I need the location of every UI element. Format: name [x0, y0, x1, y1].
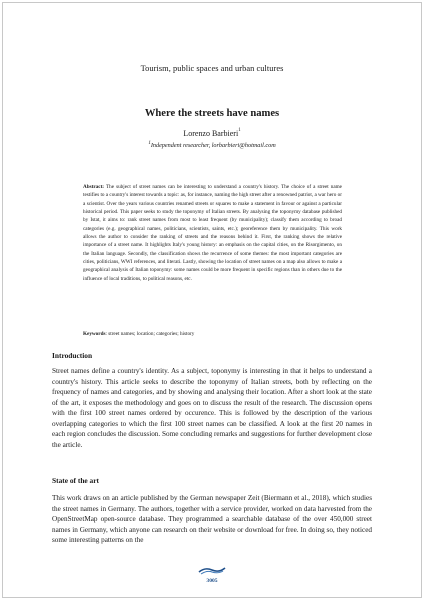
author-superscript: 1 — [238, 128, 241, 133]
state-of-the-art-paragraph: This work draws on an article published by the German newspaper Zeit (Biermann et al., 2018), which studies the street names in Germany. The authors, together with a service provider, worked on data harvested from the OpenStreetMap open-source database. They programmed a searchable database of the over 450,000 street names in Germany, which anyone can research on their website or download for free. In doing so, they noticed some interesting patterns on the — [52, 494, 372, 545]
running-head: Tourism, public spaces and urban cultures — [140, 64, 284, 73]
affiliation-text: Independent researcher, lorbarbieri@hotmail.com — [150, 142, 276, 149]
section-heading-introduction: Introduction — [52, 351, 93, 360]
abstract-label: Abstract: — [83, 184, 105, 190]
keywords-block — [83, 330, 342, 338]
affiliation-superscript: 1 — [148, 141, 151, 146]
introduction-paragraph: Street names define a country's identity. As a subject, toponymy is interesting in that it helps to understand a country's history. This article seeks to describe the toponymy of Italian streets, both by reflecting on the frequency of names and categories, and by showing and analysing their location. After a short look at the state of the art, it exposes the methodology and goes on to discuss the result of the research. The discussion opens with the first 100 street names ordered by occurence. This is followed by the description of the various overlapping categories to which the first 100 street names can be classified. A look at the first 20 names in each region concludes the discussion. Some concluding remarks and suggestions for further development close the article. — [52, 367, 372, 449]
footer-logo-icon — [197, 566, 227, 575]
abstract-block — [83, 183, 342, 283]
section-heading-state-of-the-art: State of the art — [52, 476, 99, 485]
page-number: 3005 — [206, 578, 218, 584]
author-name: Lorenzo Barbieri — [183, 129, 239, 138]
author-line — [0, 129, 424, 138]
abstract-text: The subject of street names can be interesting to understand a country's history. The choice of a street name testifies to a country's interest towards a topic: as, for instance, naming the high street after a renowned patriot, a war hero or a scientist. Over the years various countries renamed streets or squares to make a statement in favour or against a particular historical period. This paper seeks to study the toponymy of Italian streets. By analysing the toponymy database published by Istat, it aims to: rank street names from most to least frequent (by municipality); classify them according to broad categories (e.g. geographical names, politicians, scientists, saints, etc.); georeference them by municipality. This work allows the author to consider the ranking of streets and the reasons behind it. First, the ranking shows the relative importance of a street name. It highlights Italy's young history: an emphasis on the capital cities, on the Risorgimento, on the Italian language. Secondly, the classification shows the recurrence of some themes: the most important categories are cities, politicians, WWI references, and literati. Lastly, showing the location of street names on a map also allows to make a geographical analysis of Italian toponymy: some names could be more frequent in specific regions than in others due to the influence of local traditions, to political reasons, etc. — [83, 184, 342, 282]
affiliation-line — [0, 142, 424, 149]
keywords-label: Keywords — [83, 331, 106, 337]
paper-title: Where the streets have names — [144, 108, 280, 119]
keywords-text: : street names; location; categories; history — [105, 331, 195, 337]
